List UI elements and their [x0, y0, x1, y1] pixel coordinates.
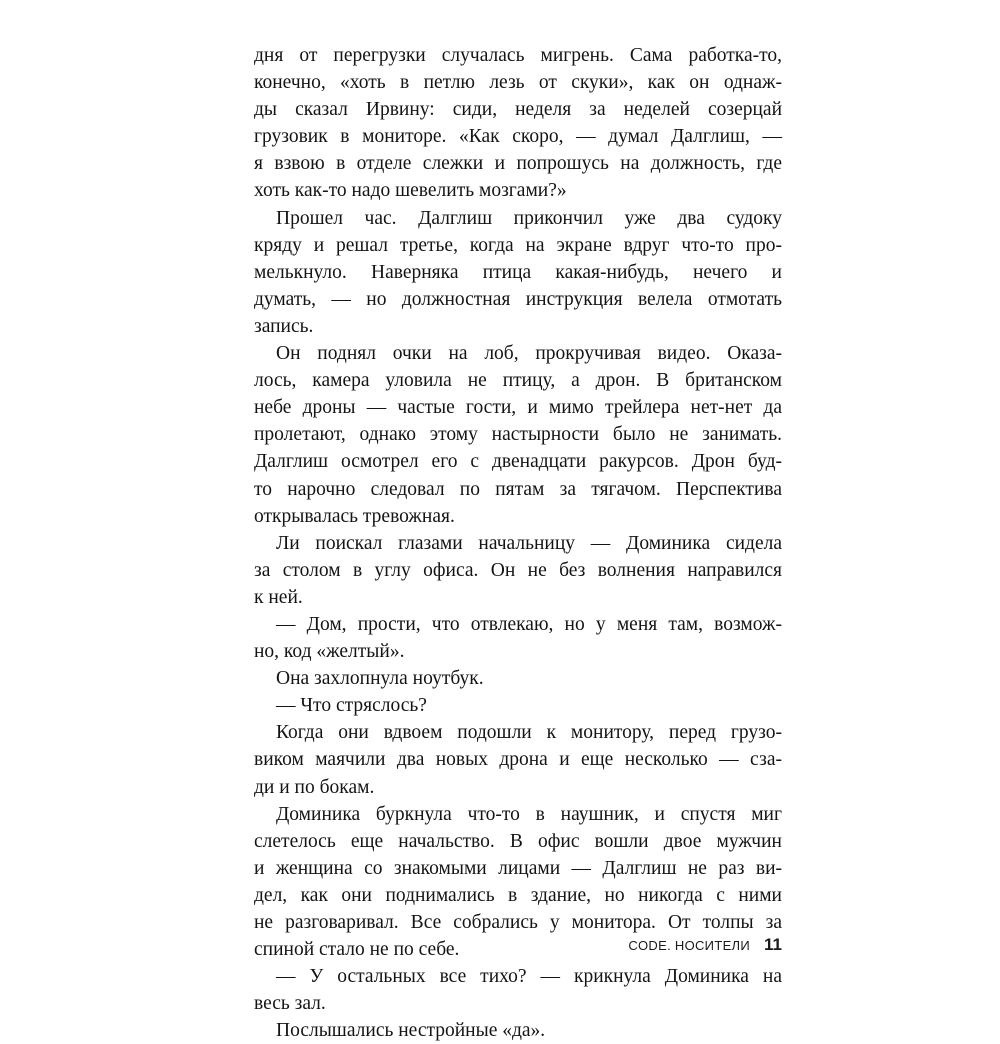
text-line: но, код «желтый». — [254, 641, 405, 663]
text-line: думать, — но должностная инструкция велела отмотать — [254, 288, 782, 310]
text-line: весь зал. — [254, 993, 326, 1015]
text-line: я взвою в отделе слежки и попрошусь на должность, где — [254, 153, 782, 175]
text-line: открывалась тревожная. — [254, 505, 455, 527]
running-head: CODE. НОСИТЕЛИ — [628, 937, 751, 953]
text-line: конечно, «хоть в петлю лезь от скуки», как он однаж- — [254, 72, 782, 94]
text-line: дел, как они поднимались в здание, но никогда с ними — [254, 884, 782, 906]
page-number: 11 — [764, 935, 782, 954]
text-line: Прошел час. Далглиш прикончил уже два судоку — [276, 207, 782, 229]
text-line: ды сказал Ирвину: сиди, неделя за неделей созерцай — [254, 99, 782, 121]
text-line: то нарочно следовал по пятам за тягачом. Перспектива — [254, 478, 782, 500]
text-line: и женщина со знакомыми лицами — Далглиш не раз ви- — [254, 857, 782, 879]
text-line: Ли поискал глазами начальницу — Доминика сидела — [276, 532, 782, 554]
text-line: виком маячили два новых дрона и еще несколько — сза- — [254, 749, 782, 771]
text-line: ди и по бокам. — [254, 776, 375, 798]
text-line: небе дроны — частые гости, и мимо трейлера нет-нет да — [254, 397, 782, 419]
text-line: запись. — [254, 315, 314, 337]
text-line: мелькнуло. Наверняка птица какая-нибудь, нечего и — [254, 261, 782, 283]
text-line: слетелось еще начальство. В офис вошли двое мужчин — [254, 830, 782, 852]
text-line: Когда они вдвоем подошли к монитору, перед грузо- — [276, 722, 782, 744]
body-text — [254, 42, 782, 1044]
text-line: — Что стряслось? — [276, 695, 427, 717]
text-line: хоть как-то надо шевелить мозгами?» — [254, 180, 567, 202]
text-line: дня от перегрузки случалась мигрень. Сама работка-то, — [254, 45, 782, 66]
text-line: Он поднял очки на лоб, прокручивая видео. Оказа- — [276, 343, 782, 365]
text-line: к ней. — [254, 586, 303, 608]
page-footer — [560, 932, 782, 958]
text-line: Далглиш осмотрел его с двенадцати ракурсов. Дрон буд- — [254, 451, 782, 473]
text-line: пролетают, однако этому настырности было не занимать. — [254, 424, 782, 446]
text-line: Она захлопнула ноутбук. — [276, 668, 484, 690]
text-line: грузовик в мониторе. «Как скоро, — думал Далглиш, — — [254, 126, 782, 148]
text-line: кряду и решал третье, когда на экране вдруг что-то про- — [254, 234, 782, 256]
text-line: — У остальных все тихо? — крикнула Доминика на — [276, 966, 782, 988]
text-line: Послышались нестройные «да». — [276, 1020, 546, 1042]
text-line: не разговаривал. Все собрались у монитора. От толпы за — [254, 912, 782, 933]
text-line: — Дом, прости, что отвлекаю, но у меня там, возмож- — [276, 613, 782, 635]
text-line: за столом в углу офиса. Он не без волнения направился — [254, 559, 782, 581]
text-line: Доминика буркнула что-то в наушник, и спустя миг — [276, 803, 782, 825]
text-line: спиной стало не по себе. — [254, 939, 460, 961]
text-line: лось, камера уловила не птицу, а дрон. В британском — [254, 370, 782, 392]
